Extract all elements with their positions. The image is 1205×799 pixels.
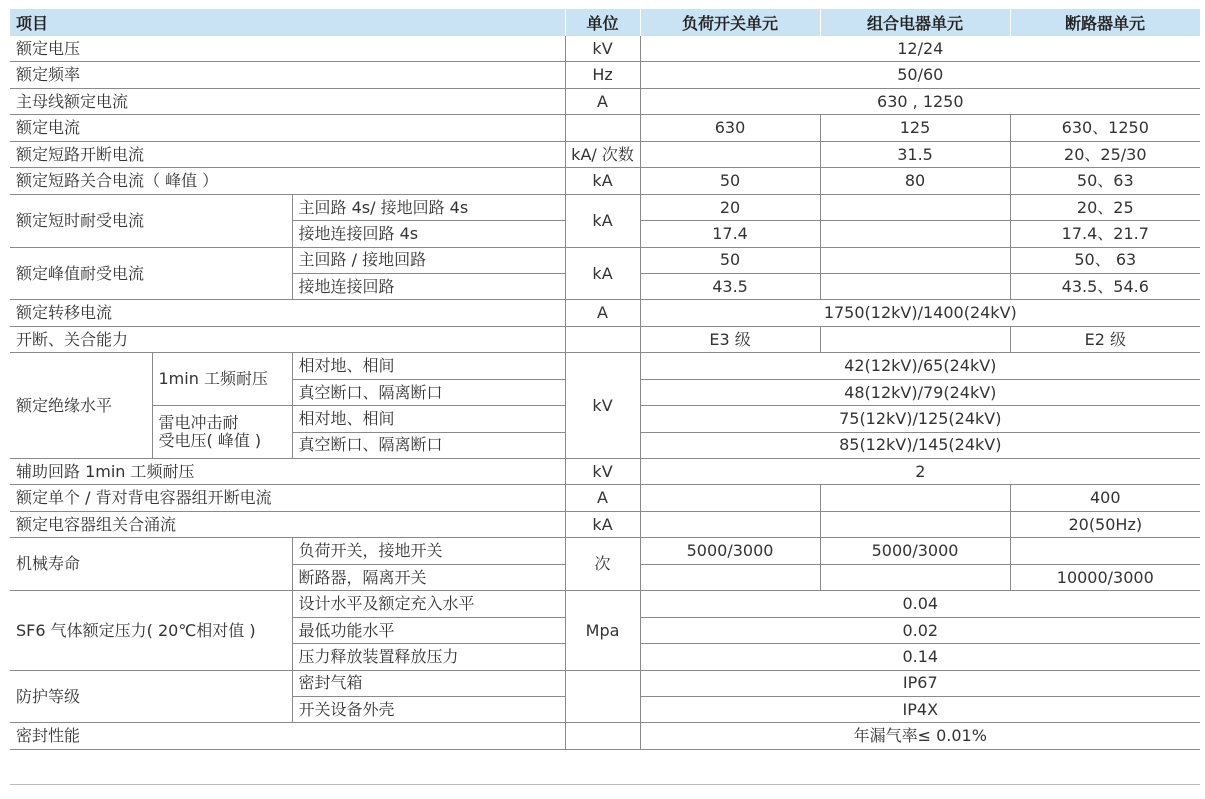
cell-combination bbox=[820, 194, 1010, 220]
row-label: 辅助回路 1min 工频耐压 bbox=[10, 459, 565, 485]
row-label: 额定转移电流 bbox=[10, 300, 565, 326]
row-label: SF6 气体额定压力( 20℃相对值 ) bbox=[10, 591, 292, 670]
cell-breaker: 50、63 bbox=[1010, 168, 1200, 194]
row-unit: A bbox=[565, 485, 640, 511]
row-value: 85(12kV)/145(24kV) bbox=[640, 432, 1200, 458]
table-row bbox=[10, 194, 1200, 220]
bottom-rule bbox=[10, 784, 1200, 785]
row-value: 0.02 bbox=[640, 617, 1200, 643]
cell-load-switch: 5000/3000 bbox=[640, 538, 820, 564]
spec-table bbox=[10, 9, 1201, 750]
table-row bbox=[10, 459, 1200, 485]
cell-breaker bbox=[1010, 538, 1200, 564]
table-row bbox=[10, 141, 1200, 167]
row-sublabel: 真空断口、隔离断口 bbox=[292, 432, 565, 458]
row-unit: Mpa bbox=[565, 591, 640, 670]
row-label: 机械寿命 bbox=[10, 538, 292, 591]
row-value: 0.14 bbox=[640, 644, 1200, 670]
row-unit: 次 bbox=[565, 538, 640, 591]
cell-breaker: 43.5、54.6 bbox=[1010, 273, 1200, 299]
cell-combination bbox=[820, 511, 1010, 537]
table-row bbox=[10, 168, 1200, 194]
row-value: 0.04 bbox=[640, 591, 1200, 617]
cell-load-switch: 17.4 bbox=[640, 221, 820, 247]
cell-breaker: E2 级 bbox=[1010, 326, 1200, 352]
cell-load-switch: E3 级 bbox=[640, 326, 820, 352]
row-sublabel: 真空断口、隔离断口 bbox=[292, 379, 565, 405]
row-sublabel: 开关设备外壳 bbox=[292, 696, 565, 722]
row-sublabel: 密封气箱 bbox=[292, 670, 565, 696]
cell-load-switch bbox=[640, 511, 820, 537]
row-group-label: 1min 工频耐压 bbox=[152, 353, 292, 406]
header-item: 项目 bbox=[10, 9, 565, 36]
row-sublabel: 压力释放装置释放压力 bbox=[292, 644, 565, 670]
row-label: 额定短时耐受电流 bbox=[10, 194, 292, 247]
cell-combination bbox=[820, 221, 1010, 247]
row-unit bbox=[565, 723, 640, 749]
cell-breaker: 10000/3000 bbox=[1010, 564, 1200, 590]
row-sublabel: 接地连接回路 4s bbox=[292, 221, 565, 247]
row-value: 1750(12kV)/1400(24kV) bbox=[640, 300, 1200, 326]
table-row bbox=[10, 511, 1200, 537]
header-unit: 单位 bbox=[565, 9, 640, 36]
row-value: 48(12kV)/79(24kV) bbox=[640, 379, 1200, 405]
row-value: 630 , 1250 bbox=[640, 88, 1200, 114]
row-unit: kV bbox=[565, 36, 640, 62]
row-sublabel: 相对地、相间 bbox=[292, 353, 565, 379]
row-label: 额定电容器组关合涌流 bbox=[10, 511, 565, 537]
cell-load-switch bbox=[640, 564, 820, 590]
row-label: 额定单个 / 背对背电容器组开断电流 bbox=[10, 485, 565, 511]
row-sublabel: 负荷开关，接地开关 bbox=[292, 538, 565, 564]
row-label: 额定电流 bbox=[10, 115, 565, 141]
table-row bbox=[10, 591, 1200, 617]
cell-breaker: 50、 63 bbox=[1010, 247, 1200, 273]
row-label: 额定峰值耐受电流 bbox=[10, 247, 292, 300]
cell-load-switch: 20 bbox=[640, 194, 820, 220]
cell-combination: 31.5 bbox=[820, 141, 1010, 167]
cell-breaker: 17.4、21.7 bbox=[1010, 221, 1200, 247]
group-label-line: 受电压( 峰值 ) bbox=[158, 431, 262, 451]
row-sublabel: 设计水平及额定充入水平 bbox=[292, 591, 565, 617]
table-row bbox=[10, 36, 1200, 62]
row-sublabel: 主回路 4s/ 接地回路 4s bbox=[292, 194, 565, 220]
row-label: 额定短路开断电流 bbox=[10, 141, 565, 167]
row-label: 主母线额定电流 bbox=[10, 88, 565, 114]
row-value: 42(12kV)/65(24kV) bbox=[640, 353, 1200, 379]
cell-load-switch bbox=[640, 141, 820, 167]
row-label: 额定电压 bbox=[10, 36, 565, 62]
cell-breaker: 630、1250 bbox=[1010, 115, 1200, 141]
row-unit: kA bbox=[565, 168, 640, 194]
header-combination: 组合电器单元 bbox=[820, 9, 1010, 36]
row-value: IP4X bbox=[640, 696, 1200, 722]
row-value: 2 bbox=[640, 459, 1200, 485]
table-row bbox=[10, 88, 1200, 114]
header-load-switch: 负荷开关单元 bbox=[640, 9, 820, 36]
cell-combination bbox=[820, 485, 1010, 511]
table-row bbox=[10, 247, 1200, 273]
table-row bbox=[10, 485, 1200, 511]
row-value: 75(12kV)/125(24kV) bbox=[640, 406, 1200, 432]
cell-combination bbox=[820, 273, 1010, 299]
row-unit: kV bbox=[565, 459, 640, 485]
cell-load-switch bbox=[640, 485, 820, 511]
row-unit: Hz bbox=[565, 62, 640, 88]
cell-breaker: 20(50Hz) bbox=[1010, 511, 1200, 537]
row-label: 额定短路关合电流（ 峰值 ） bbox=[10, 168, 565, 194]
group-label-line: 雷电冲击耐 bbox=[158, 413, 239, 433]
row-sublabel: 接地连接回路 bbox=[292, 273, 565, 299]
row-label: 密封性能 bbox=[10, 723, 565, 749]
row-sublabel: 最低功能水平 bbox=[292, 617, 565, 643]
table-row bbox=[10, 353, 1200, 379]
row-unit: kA bbox=[565, 247, 640, 300]
cell-combination: 125 bbox=[820, 115, 1010, 141]
row-label: 开断、关合能力 bbox=[10, 326, 565, 352]
table-row bbox=[10, 538, 1200, 564]
header-row bbox=[10, 9, 1200, 36]
table-row bbox=[10, 300, 1200, 326]
row-unit bbox=[565, 670, 640, 723]
cell-combination bbox=[820, 326, 1010, 352]
row-unit: kA bbox=[565, 511, 640, 537]
row-group-label bbox=[152, 406, 292, 459]
row-unit: A bbox=[565, 88, 640, 114]
row-value: 年漏气率≤ 0.01% bbox=[640, 723, 1200, 749]
table-row bbox=[10, 670, 1200, 696]
row-unit bbox=[565, 326, 640, 352]
cell-breaker: 400 bbox=[1010, 485, 1200, 511]
row-unit: kV bbox=[565, 353, 640, 459]
table-row bbox=[10, 62, 1200, 88]
table-row bbox=[10, 723, 1200, 749]
row-unit bbox=[565, 115, 640, 141]
table-row bbox=[10, 115, 1200, 141]
row-label: 额定绝缘水平 bbox=[10, 353, 152, 459]
cell-combination: 80 bbox=[820, 168, 1010, 194]
row-unit: kA/ 次数 bbox=[565, 141, 640, 167]
cell-breaker: 20、25 bbox=[1010, 194, 1200, 220]
row-value: 50/60 bbox=[640, 62, 1200, 88]
cell-combination bbox=[820, 247, 1010, 273]
row-unit: A bbox=[565, 300, 640, 326]
cell-load-switch: 50 bbox=[640, 168, 820, 194]
cell-load-switch: 630 bbox=[640, 115, 820, 141]
cell-breaker: 20、25/30 bbox=[1010, 141, 1200, 167]
row-label: 额定频率 bbox=[10, 62, 565, 88]
row-sublabel: 断路器，隔离开关 bbox=[292, 564, 565, 590]
cell-combination bbox=[820, 564, 1010, 590]
row-label: 防护等级 bbox=[10, 670, 292, 723]
cell-load-switch: 43.5 bbox=[640, 273, 820, 299]
cell-load-switch: 50 bbox=[640, 247, 820, 273]
table-row bbox=[10, 326, 1200, 352]
row-value: 12/24 bbox=[640, 36, 1200, 62]
row-value: IP67 bbox=[640, 670, 1200, 696]
row-unit: kA bbox=[565, 194, 640, 247]
cell-combination: 5000/3000 bbox=[820, 538, 1010, 564]
header-breaker: 断路器单元 bbox=[1010, 9, 1200, 36]
row-sublabel: 主回路 / 接地回路 bbox=[292, 247, 565, 273]
row-sublabel: 相对地、相间 bbox=[292, 406, 565, 432]
